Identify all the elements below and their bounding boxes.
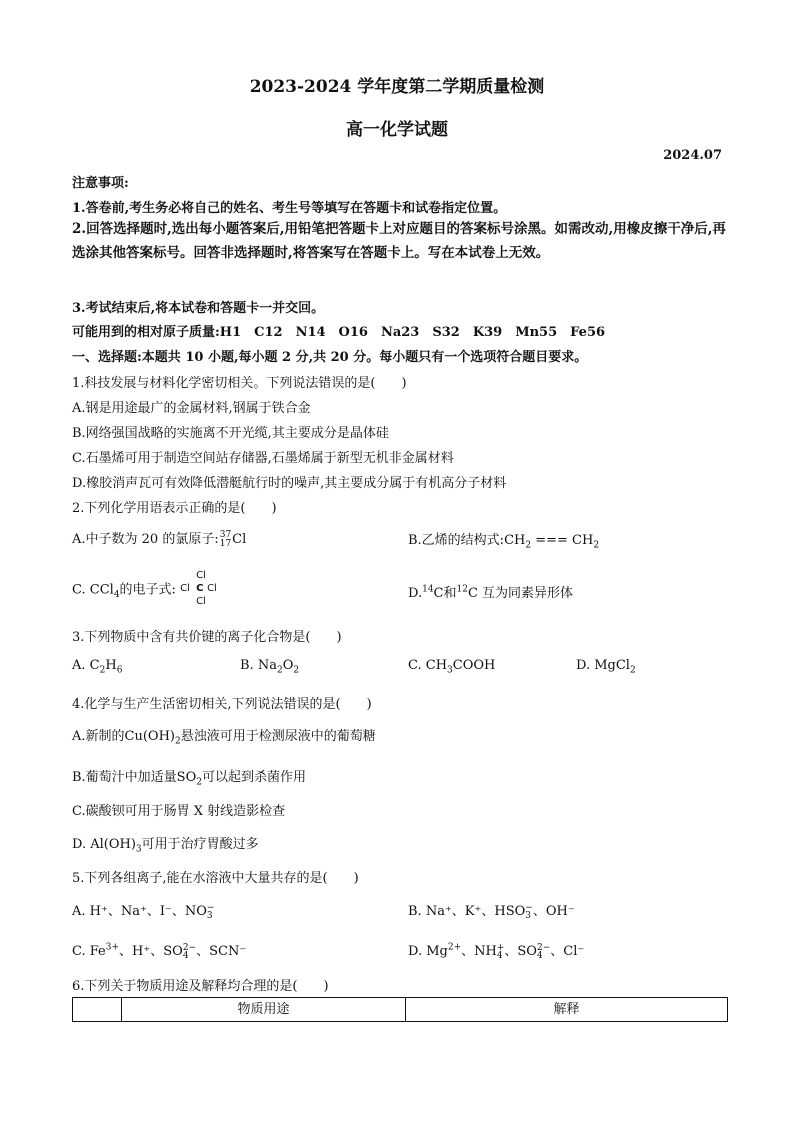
question-4-option-c: C.碳酸钡可用于肠胃 X 射线造影检查: [72, 804, 286, 819]
exam-subtitle: 高一化学试题: [346, 120, 448, 140]
atomic-masses: 可能用到的相对原子质量:H1 C12 N14 O16 Na23 S32 K39 Mn55 Fe56: [72, 325, 606, 340]
question-2-option-d: D.$^{14}$C和$^{12}$C 互为同素异形体: [408, 584, 574, 601]
question-5-stem: 5.下列各组离子,能在水溶液中大量共存的是( ): [72, 871, 359, 886]
question-4-option-b: B.葡萄汁中加适量$SO_2$可以起到杀菌作用: [72, 770, 306, 788]
question-1-option-c: C.石墨烯可用于制造空间站存储器,石墨烯属于新型无机非金属材料: [72, 451, 454, 466]
note-3: 3.考试结束后,将本试卷和答题卡一并交回。: [72, 301, 325, 316]
exam-title: 2023-2024 学年度第二学期质量检测: [249, 77, 545, 97]
question-6-stem: 6.下列关于物质用途及解释均合理的是( ): [72, 979, 329, 994]
question-4-stem: 4.化学与生产生活密切相关,下列说法错误的是( ): [72, 697, 372, 712]
question-5-option-a: A. H⁺、Na⁺、I⁻、NO − 3: [72, 902, 215, 921]
question-6-table-header: [72, 997, 728, 1022]
question-3-option-d: D. MgCl$_2$: [576, 658, 636, 676]
question-1-option-b: B.网络强国战略的实施离不开光缆,其主要成分是晶体硅: [72, 426, 389, 441]
electron-dot-formula: Cl Cl C Cl Cl: [180, 570, 217, 607]
section-heading: 一、选择题:本题共 10 小题,每小题 2 分,共 20 分。每小题只有一个选项符合题目要求。: [72, 350, 588, 365]
question-2-option-c: C. CCl$_4$的电子式: Cl Cl C Cl Cl: [72, 570, 222, 610]
notes-heading: 注意事项:: [72, 176, 129, 191]
question-3-option-c: C. $CH_3COOH$: [408, 658, 496, 676]
question-4-option-a: A.新制的$Cu(OH)_2$悬浊液可用于检测尿液中的葡萄糖: [72, 729, 376, 747]
question-5-option-d: D. $Mg^{2+}$、NH + 4 、SO 2− 4 、Cl⁻: [408, 942, 585, 961]
atomic-number: 17: [219, 538, 232, 549]
question-4-option-d: D. $Al(OH)_3$可用于治疗胃酸过多: [72, 837, 259, 855]
question-2-option-b: B.乙烯的结构式$:CH_2$ === $CH_2$: [408, 533, 600, 551]
question-3-option-b: B. $Na_2O_2$: [240, 658, 300, 676]
question-1-option-d: D.橡胶消声瓦可有效降低潜艇航行时的噪声,其主要成分属于有机高分子材料: [72, 476, 507, 491]
note-2: 2.回答选择题时,选出每小题答案后,用铅笔把答题卡上对应题目的答案标号涂黑。如需改动,用橡皮擦干净后,再选涂其他答案标号。回答非选择题时,将答案写在答题卡上。写在本试卷上无效。: [72, 221, 726, 261]
exam-date: 2024.07: [663, 148, 722, 163]
question-2-option-a: A.中子数为 20 的氯原子: 37 17 Cl: [72, 529, 247, 549]
question-1-stem: 1.科技发展与材料化学密切相关。下列说法错误的是( ): [72, 376, 407, 391]
mass-number: 37: [219, 529, 232, 540]
table-index-cell: [73, 998, 122, 1021]
question-3-option-a: A. $C_2H_6$: [72, 658, 123, 676]
question-5-option-b: B. Na⁺、K⁺、HSO − 3 、OH⁻: [408, 902, 575, 921]
table-header-explanation: 解释: [553, 1002, 580, 1017]
note-1: 1.答卷前,考生务必将自己的姓名、考生号等填写在答题卡和试卷指定位置。: [72, 201, 507, 216]
question-2-stem: 2.下列化学用语表示正确的是( ): [72, 501, 277, 516]
question-5-option-c: C. $Fe^{3+}$、H⁺、SO 2− 4 、SCN⁻: [72, 942, 247, 961]
question-1-option-a: A.钢是用途最广的金属材料,钢属于铁合金: [72, 401, 311, 416]
question-3-stem: 3.下列物质中含有共价键的离子化合物是( ): [72, 630, 342, 645]
table-header-usage: 物质用途: [122, 998, 406, 1021]
